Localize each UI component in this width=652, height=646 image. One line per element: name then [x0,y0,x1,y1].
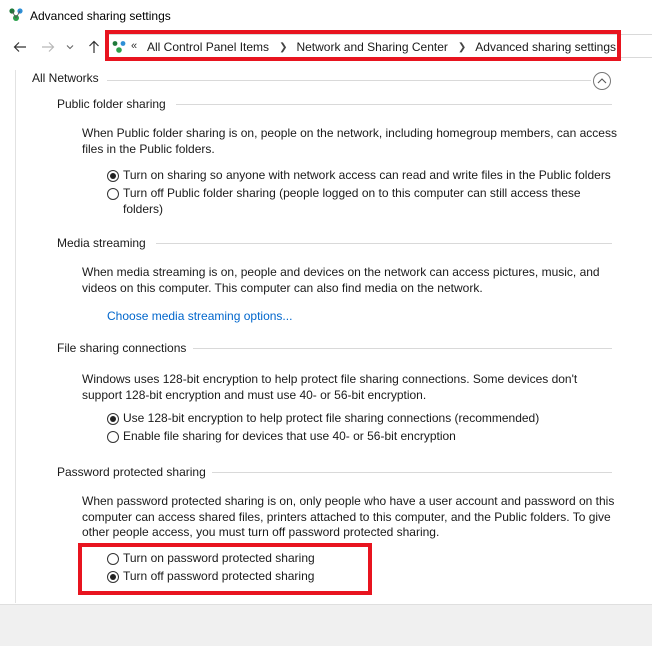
breadcrumb-advanced-sharing-settings[interactable]: Advanced sharing settings [475,40,617,54]
window-title: Advanced sharing settings [30,9,171,23]
divider [176,104,612,105]
back-button[interactable] [11,38,29,56]
breadcrumb-network-and-sharing-center[interactable]: Network and Sharing Center [296,40,448,54]
radio-button[interactable] [107,170,119,182]
password-sharing-description: When password protected sharing is on, only people who have a user account and password on this computer can access shared files, printers attached to this computer, and the Public folders. To give other people access, you must turn off password protected sharing. [82,494,615,539]
recent-locations-button[interactable] [64,38,76,56]
radio-40-56-bit-encryption[interactable] [107,429,623,445]
radio-button[interactable] [107,553,119,565]
up-button[interactable] [85,38,103,56]
radio-button[interactable] [107,571,119,583]
back-arrow-icon [13,41,27,53]
radio-label[interactable]: Enable file sharing for devices that use 40- or 56-bit encryption [123,429,456,443]
up-arrow-icon [88,40,100,54]
breadcrumb-all-control-panel-items[interactable]: All Control Panel Items [147,40,270,54]
forward-arrow-icon [41,41,55,53]
section-title-public-folder: Public folder sharing [57,97,166,111]
breadcrumb-overflow[interactable]: « [131,40,138,52]
radio-button[interactable] [107,413,119,425]
network-icon [111,40,127,54]
section-title-media-streaming: Media streaming [57,236,146,250]
divider [193,348,612,349]
profile-title[interactable]: All Networks [32,71,99,85]
section-title-file-sharing: File sharing connections [57,341,187,355]
network-icon [8,7,24,23]
radio-button[interactable] [107,188,119,200]
collapse-button[interactable] [593,72,611,90]
radio-button[interactable] [107,431,119,443]
radio-password-sharing-off[interactable] [107,569,623,585]
chevron-up-icon [597,78,607,84]
radio-label[interactable]: Turn on sharing so anyone with network access can read and write files in the Public folders [123,168,611,182]
content-border [15,70,16,603]
radio-label[interactable]: Turn on password protected sharing [123,551,315,565]
public-folder-description: When Public folder sharing is on, people on the network, including homegroup members, can access files in the Public folders. [82,126,617,156]
radio-public-folder-on[interactable] [107,168,623,184]
chevron-right-icon[interactable]: ❯ [279,41,288,53]
media-streaming-options-link[interactable]: Choose media streaming options... [107,309,293,323]
radio-password-sharing-on[interactable] [107,551,623,567]
divider [156,243,612,244]
forward-button[interactable] [39,38,57,56]
radio-label[interactable]: Use 128-bit encryption to help protect file sharing connections (recommended) [123,411,540,425]
divider [107,80,591,81]
radio-public-folder-off[interactable] [107,186,613,217]
divider [212,472,612,473]
file-sharing-description: Windows uses 128-bit encryption to help protect file sharing connections. Some devices don't support 128-bit encryption and must use 40- or 56-bit encryption. [82,372,578,402]
breadcrumb [147,40,616,54]
media-streaming-description: When media streaming is on, people and devices on the network can access pictures, music, and videos on this computer. This computer can also find media on the network. [82,265,600,295]
section-title-password-sharing: Password protected sharing [57,465,206,479]
title-bar [0,0,652,32]
chevron-down-icon [66,44,74,50]
radio-128-bit-encryption[interactable] [107,411,623,427]
radio-label[interactable]: Turn off password protected sharing [123,569,315,583]
chevron-right-icon[interactable]: ❯ [457,41,467,53]
footer-bar [0,604,652,646]
radio-label[interactable]: Turn off Public folder sharing (people logged on to this computer can still access these folders) [123,186,581,216]
